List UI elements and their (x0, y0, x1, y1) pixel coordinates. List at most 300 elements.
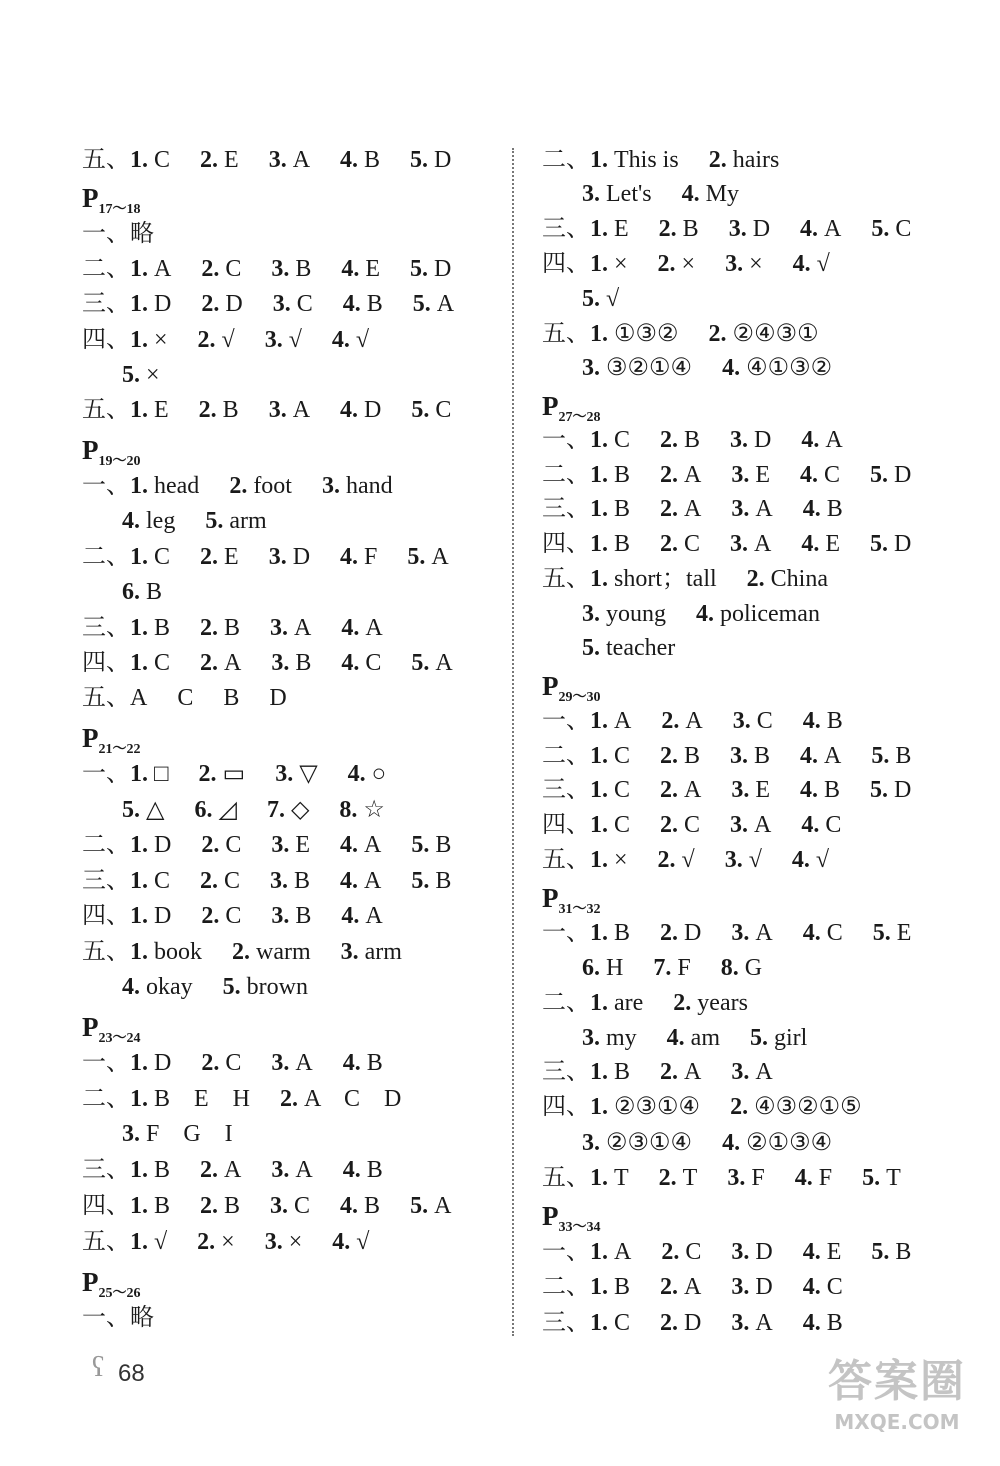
answer-item (130, 1081, 250, 1117)
question-number: 1. (590, 1165, 608, 1191)
question-number: 3. (264, 1229, 283, 1255)
answer-item (411, 827, 451, 863)
answer-value: A (365, 615, 383, 641)
answer-line (542, 1160, 931, 1196)
question-number: 5. (411, 650, 430, 676)
section-label: 一、 (82, 1305, 130, 1331)
question-number: 4. (340, 147, 359, 173)
question-number: 4. (340, 868, 359, 894)
question-number: 4. (800, 216, 819, 242)
question-number: 5. (582, 635, 600, 661)
section-label: 四、 (82, 327, 130, 353)
page-range-heading (82, 430, 141, 470)
answer-item (130, 468, 199, 504)
answer-item (122, 503, 175, 539)
section-label: 三、 (542, 1310, 590, 1336)
answer-value: F (818, 1165, 833, 1191)
question-number: 4. (801, 812, 820, 838)
answer-value: E (825, 531, 841, 557)
answer-value: E (826, 1239, 842, 1265)
answer-value: C (154, 650, 171, 676)
answer-value: B (826, 708, 843, 734)
answer-item (271, 898, 311, 934)
question-number: 1. (130, 1193, 148, 1219)
answer-item (130, 286, 171, 322)
answer-item (730, 1089, 862, 1125)
question-number: 2. (730, 1094, 749, 1120)
answer-value: teacher (606, 635, 676, 661)
page-range-heading (542, 1196, 601, 1236)
question-number: 2. (197, 327, 216, 353)
answer-value: okay (146, 974, 193, 1000)
answer-value: C (614, 777, 631, 803)
answer-value: A (295, 1050, 313, 1076)
answer-item (271, 1152, 312, 1188)
answer-value: √ (606, 286, 620, 312)
question-number: 2. (661, 708, 680, 734)
answer-item (122, 574, 162, 610)
answer-item (332, 322, 369, 358)
answer-value: ①③② (614, 321, 679, 347)
answer-value: √ (815, 847, 830, 873)
answer-item (411, 863, 451, 899)
question-number: 4. (666, 1025, 685, 1051)
page-range-heading (542, 878, 601, 918)
answer-item (590, 1054, 630, 1090)
question-number: 3. (582, 181, 600, 207)
answer-value: am (690, 1025, 720, 1051)
question-number: 4. (341, 615, 360, 641)
answer-item (197, 1224, 235, 1260)
section-label: 三、 (542, 1059, 590, 1085)
question-number: 4. (347, 761, 366, 787)
question-number: 8. (720, 955, 739, 981)
answer-item (590, 1089, 700, 1125)
answer-value: A (825, 427, 843, 453)
answer-value: A (755, 496, 773, 522)
page-prefix: P (82, 723, 99, 753)
section-label: 三、 (542, 496, 590, 522)
question-number: 4. (122, 974, 140, 1000)
question-number: 4. (342, 291, 361, 317)
page-number: 68 (118, 1360, 145, 1387)
answer-item (660, 422, 700, 458)
answer-item (130, 1152, 170, 1188)
question-number: 5. (871, 1239, 890, 1265)
question-number: 1. (590, 496, 608, 522)
answer-item (590, 561, 717, 597)
answer-item (201, 1045, 241, 1081)
question-number: 5. (862, 1165, 881, 1191)
question-number: 3. (271, 1157, 290, 1183)
answer-value: C (826, 1274, 843, 1300)
question-number: 3. (264, 327, 283, 353)
answer-item (800, 457, 840, 493)
question-number: 2. (200, 147, 219, 173)
question-number: 2. (232, 939, 250, 965)
answer-line (82, 468, 423, 504)
question-number: 3. (731, 920, 750, 946)
section-label: 二、 (82, 256, 130, 282)
question-number: 1. (590, 566, 608, 592)
question-number: 2. (660, 427, 679, 453)
answer-item (733, 703, 773, 739)
answer-item (590, 246, 628, 282)
answer-value: × (614, 251, 628, 277)
question-number: 5. (582, 286, 600, 312)
answer-item (730, 738, 770, 774)
answer-value: ④③②①⑤ (754, 1094, 862, 1120)
answer-item (590, 703, 631, 739)
answer-line (542, 772, 941, 808)
answer-value: B (224, 1193, 241, 1219)
question-number: 3. (730, 427, 749, 453)
answer-value: ☆ (363, 797, 385, 823)
question-number: 3. (732, 708, 751, 734)
section-label: 五、 (542, 566, 590, 592)
question-number: 8. (339, 797, 358, 823)
answer-item (660, 807, 700, 843)
question-number: 2. (280, 1086, 298, 1112)
question-number: 4. (802, 1274, 821, 1300)
answer-item (731, 491, 772, 527)
answer-value: A (754, 531, 772, 557)
answer-item (200, 645, 241, 681)
question-number: 4. (342, 1157, 361, 1183)
question-number: 4. (722, 1130, 741, 1156)
answer-value: A (824, 743, 842, 769)
question-number: 3. (731, 1310, 750, 1336)
section-label: 五、 (82, 397, 130, 423)
answer-value: √ (816, 251, 830, 277)
question-number: 4. (722, 355, 741, 381)
answer-item (750, 1020, 807, 1056)
answer-value: ②③①④ (614, 1094, 701, 1120)
answer-item (205, 503, 266, 539)
answer-value: E (755, 777, 771, 803)
question-number: 3. (271, 903, 290, 929)
question-number: 7. (653, 955, 672, 981)
question-number: 4. (342, 1050, 361, 1076)
section-label: 四、 (542, 531, 590, 557)
question-number: 4. (341, 650, 360, 676)
answer-value: × (154, 327, 168, 353)
answer-value: ③②①④ (606, 355, 693, 381)
answer-item (667, 1020, 720, 1056)
question-number: 5. (222, 974, 241, 1000)
answer-value: hairs (732, 147, 780, 173)
answer-value: A (684, 777, 702, 803)
answer-value: T (886, 1165, 901, 1191)
section-label: 五、 (542, 847, 590, 873)
answer-value: ▭ (222, 761, 246, 787)
answer-value: B (895, 1239, 912, 1265)
question-number: 1. (130, 832, 148, 858)
section-label: 二、 (82, 1086, 130, 1112)
answer-value: B (435, 868, 452, 894)
answer-item (590, 142, 679, 178)
answer-line (542, 422, 873, 458)
question-number: 4. (801, 531, 820, 557)
answer-item (800, 772, 840, 808)
answer-value: C (614, 743, 631, 769)
answer-item (873, 915, 912, 951)
answer-value: D (154, 291, 172, 317)
answer-value: ○ (371, 761, 387, 787)
answer-item (803, 1269, 843, 1305)
answer-value: E (295, 832, 311, 858)
question-number: 2. (197, 1229, 216, 1255)
answer-value: my (606, 1025, 637, 1051)
question-number: 5. (410, 147, 429, 173)
question-number: 5. (407, 544, 426, 570)
answer-value: ▽ (299, 761, 318, 787)
question-number: 2. (200, 868, 219, 894)
answer-line (542, 1054, 803, 1090)
question-number: 4. (340, 397, 359, 423)
answer-line (542, 842, 859, 878)
question-number: 3. (271, 1050, 290, 1076)
page-range: 27～28 (558, 410, 601, 425)
question-number: 1. (590, 777, 608, 803)
question-number: 4. (340, 832, 359, 858)
answer-value: F G I (146, 1121, 233, 1147)
answer-item (590, 491, 630, 527)
question-number: 4. (681, 181, 700, 207)
answer-item (582, 950, 623, 986)
answer-item (590, 1305, 630, 1341)
question-number: 3. (731, 1059, 750, 1085)
answer-value: B (294, 868, 311, 894)
answer-item (130, 142, 170, 178)
answer-item (130, 1224, 167, 1260)
question-number: 2. (198, 397, 217, 423)
question-number: 1. (590, 147, 608, 173)
question-number: 2. (660, 812, 679, 838)
question-number: 2. (201, 291, 220, 317)
question-number: 4. (792, 251, 811, 277)
answer-value: D (292, 544, 311, 570)
answer-value: C (824, 462, 841, 488)
answer-value: 略 (130, 221, 154, 247)
section-label: 三、 (542, 777, 590, 803)
answer-item (658, 842, 695, 878)
answer-value: C (614, 1310, 631, 1336)
question-number: 5. (122, 362, 140, 388)
answer-item (727, 1160, 764, 1196)
answer-value: A (224, 650, 242, 676)
section-label: 二、 (542, 990, 590, 1016)
question-number: 5. (205, 508, 224, 534)
section-label: 五、 (82, 147, 130, 173)
question-number: 1. (130, 327, 148, 353)
question-number: 4. (340, 544, 359, 570)
answer-item (660, 457, 701, 493)
question-number: 1. (130, 761, 148, 787)
question-number: 1. (590, 1274, 608, 1300)
answer-value: √ (288, 327, 302, 353)
answer-value: D (269, 685, 287, 711)
answer-value: B (826, 1310, 843, 1336)
answer-item (801, 526, 840, 562)
section-label: 二、 (542, 147, 590, 173)
question-number: 1. (590, 1310, 608, 1336)
answer-value: B (366, 291, 383, 317)
question-number: 4. (802, 920, 821, 946)
answer-item (582, 596, 666, 632)
answer-item (862, 1160, 901, 1196)
question-number: 3. (727, 1165, 746, 1191)
answer-value: C (154, 868, 171, 894)
section-label: 二、 (542, 462, 590, 488)
question-number: 4. (800, 777, 819, 803)
answer-item (130, 1045, 171, 1081)
question-number: 1. (590, 743, 608, 769)
answer-value: C (685, 1239, 702, 1265)
section-label: 四、 (82, 1193, 130, 1219)
answer-item (410, 251, 451, 287)
answer-value: D (755, 1274, 773, 1300)
answer-item (269, 539, 310, 575)
answer-item (660, 1305, 701, 1341)
answer-line (542, 738, 941, 774)
question-number: 2. (660, 1059, 679, 1085)
answer-line (82, 322, 399, 358)
answer-value: √ (356, 1229, 370, 1255)
answer-value: △ (146, 797, 165, 823)
question-number: 2. (201, 832, 220, 858)
answer-line (542, 1269, 873, 1305)
answer-item (871, 1234, 911, 1270)
answer-item (731, 457, 770, 493)
answer-item (590, 842, 628, 878)
answer-item (130, 1188, 170, 1224)
question-number: 4. (801, 427, 820, 453)
answer-item (747, 561, 828, 597)
question-number: 3. (122, 1121, 140, 1147)
answer-value: × (749, 251, 763, 277)
question-number: 3. (271, 256, 290, 282)
answer-value: D (154, 1050, 172, 1076)
answer-item (199, 392, 239, 428)
answer-item (590, 807, 630, 843)
question-number: 2. (201, 256, 220, 282)
answer-value: A (431, 544, 449, 570)
answer-item (269, 392, 310, 428)
answer-item (800, 211, 841, 247)
page-prefix: P (82, 435, 99, 465)
answer-item (223, 969, 308, 1005)
answer-value: H (606, 955, 624, 981)
answer-item (177, 680, 193, 716)
answer-line (122, 574, 192, 610)
answer-value: A (130, 685, 148, 711)
answer-value: D (154, 903, 172, 929)
answer-item (590, 738, 630, 774)
answer-value: B (222, 397, 239, 423)
answer-item (280, 1081, 401, 1117)
answer-item (130, 539, 170, 575)
question-number: 1. (590, 990, 608, 1016)
answer-item (271, 827, 310, 863)
section-label: 二、 (542, 743, 590, 769)
question-number: 2. (660, 1274, 679, 1300)
answer-item (792, 842, 829, 878)
answer-line (542, 703, 873, 739)
answer-item (696, 596, 820, 632)
question-number: 4. (802, 1239, 821, 1265)
answer-line (582, 281, 649, 317)
question-number: 3. (268, 147, 287, 173)
answer-line (542, 915, 941, 951)
answer-line (82, 610, 413, 646)
answer-line (582, 950, 792, 986)
answer-item (130, 898, 171, 934)
answer-line (82, 251, 481, 287)
answer-item (200, 863, 240, 899)
answer-line (82, 1081, 431, 1117)
answer-value: years (697, 990, 748, 1016)
answer-item (265, 322, 302, 358)
answer-item (725, 246, 763, 282)
answer-item (590, 772, 630, 808)
question-number: 4. (341, 903, 360, 929)
answer-value: B (684, 427, 701, 453)
answer-line (82, 1045, 413, 1081)
question-number: 1. (130, 1050, 148, 1076)
question-number: 2. (229, 473, 248, 499)
answer-item (223, 680, 239, 716)
question-number: 3. (582, 1130, 600, 1156)
answer-item (341, 610, 382, 646)
answer-value: A (292, 397, 311, 423)
question-number: 1. (590, 708, 608, 734)
page-range-heading (82, 718, 141, 758)
answer-item (722, 1125, 832, 1161)
question-number: 3. (268, 397, 287, 423)
answer-value: ②③①④ (606, 1130, 693, 1156)
answer-value: hand (345, 473, 393, 499)
answer-value: F (364, 544, 378, 570)
answer-value: × (221, 1229, 235, 1255)
answer-item (198, 322, 235, 358)
question-number: 3. (268, 544, 287, 570)
question-number: 6. (194, 797, 213, 823)
answer-item (130, 934, 202, 970)
section-label: 五、 (82, 1229, 130, 1255)
question-number: 4. (794, 1165, 813, 1191)
answer-value: A (614, 708, 632, 734)
answer-value: A (684, 462, 702, 488)
question-number: 5. (870, 531, 889, 557)
page-range: 21～22 (98, 742, 141, 757)
answer-value: D (894, 777, 912, 803)
question-number: 3. (731, 1239, 750, 1265)
answer-item (731, 1269, 772, 1305)
answer-item (730, 422, 771, 458)
question-number: 4. (800, 743, 819, 769)
section-label: 一、 (82, 221, 130, 247)
question-number: 6. (582, 955, 600, 981)
answer-value: young (606, 601, 666, 627)
answer-value: My (705, 181, 739, 207)
answer-value: T (682, 1165, 698, 1191)
answer-item (660, 1269, 701, 1305)
answer-item (800, 738, 841, 774)
question-number: 1. (130, 544, 148, 570)
page-range-heading (82, 1007, 141, 1047)
section-label: 三、 (82, 615, 130, 641)
